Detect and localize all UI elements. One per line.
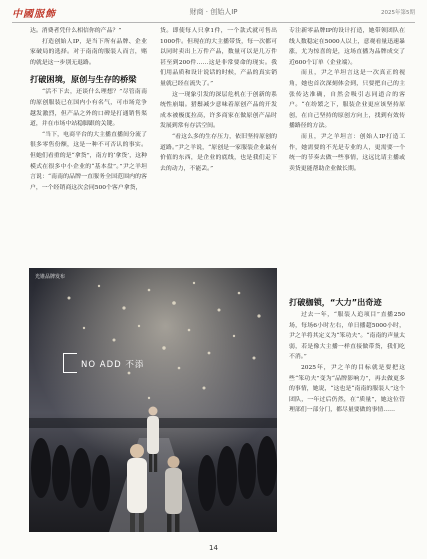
article-column-1 bbox=[30, 26, 147, 193]
paragraph: 过去一年，“服装人追项目”直播250场，每场6小时左右，单日播超5000小时，尹之羊将其定义为“笨功夫”。“南南的声量太弱，若是像大主播一样直接做带货，我们吃不消。” bbox=[289, 312, 405, 361]
paragraph: 而且，尹之羊坦言：创始人IP打造工作，她需要的不光是专业的人，更需要一个统一的节奏去做一些事情，这远比请主播或卖货更能帮助企业做长期。 bbox=[289, 133, 405, 172]
paragraph: 打造创始人IP，是当下所有品牌、企业家破局的选择。对于南南的服装人而言，赌的就是这一步别无退路。 bbox=[30, 38, 147, 66]
photo-caption: 光锥品牌发布 bbox=[35, 274, 66, 280]
page-header bbox=[0, 0, 427, 26]
paragraph: “看这么多的生存压力，依旧坚持原创的道路。”尹之羊说，“原创是一家服装企业最有价值的东西，是企业的底线，也是我们走下去的动力，不能丢。” bbox=[160, 133, 277, 172]
article-column-3 bbox=[289, 26, 405, 174]
fashion-show-photo bbox=[29, 268, 277, 532]
paragraph: 而且，尹之羊坦言这是一次真正的视角，她也首次深刻体会到，只要把自己的主张传达准确，自然会吸引志同道合的客户。“在纷繁之下，服装企业更应该坚持原创，在自己坚持的原创方向上，找到有效传播路径的方法。 bbox=[289, 70, 405, 130]
section-heading: 打破枷锁，“大力”出奇迹 bbox=[289, 297, 382, 307]
section-title: 财商 · 创始人IP bbox=[189, 8, 238, 16]
section-heading: 打破困境，原创与生存的桥梁 bbox=[30, 74, 137, 85]
header-divider bbox=[12, 22, 415, 23]
brand-logo-mark bbox=[63, 353, 77, 373]
paragraph: 2025年，尹之羊的目标就是要把这些“笨功夫”变为“品牌影响力”，再去做更多的事情，她说，“这也是“南南的服装人”这个团队，一年过后仍然，在“质量”，她这位管理部们一部分门，都尽量要做的事情…… bbox=[289, 364, 405, 414]
article-column-3-lower bbox=[289, 291, 405, 416]
paragraph: 这一现象引发的深层危机在于创新的系统性崩塌。猎鬃减少意味着原创产品的开发成本被极度拉高，许多商家在做原创产品时发展到常有存活空间。 bbox=[160, 91, 277, 130]
paragraph: 达。消费者凭什么相信你的产品？” bbox=[30, 28, 122, 34]
runway-scene-illustration bbox=[29, 268, 277, 532]
paragraph: 专注新零品牌IP的设计打造，她带领团队在线人数稳定在5000人以上，意观看量迅速暴涨，尤为惊喜的是，这场直播为品牌成交了近600个订单（企业端）。 bbox=[289, 28, 405, 66]
paragraph: 货。即使每人只拿1件，一个款式就可售出1000件。但现在的大主播带货，每一次都可以同时卖出上万件产品，数量可以是几万件甚至到200件……这是非常要命的现实。我们用品质和设计说话的时候，产品的真实销量就已经在流失了。” bbox=[160, 28, 277, 87]
paragraph: “当下，电商平台的大主播直播间分流了很多零售份额，这是一种不可否认的事实。但她们看重的是“拿货”，南方的‘拿货’，这种模式在很多中小企业的“基本盘”。”尹之羊坦言说：“南南的品牌一直服务全国范围内的客户，一个经销商这次会同500个客户拿货， bbox=[30, 131, 147, 191]
article-column-2 bbox=[160, 26, 277, 174]
magazine-logo: 中國服飾 bbox=[12, 9, 56, 20]
brand-watermark: NO ADD 不添 bbox=[81, 360, 145, 370]
paragraph: “活不下去，还谈什么理想？”尽管南南的原创服装已在国内小有名气，可市场竞争越发激烈，但产品之外的口碑是打通销售渠道，并在市场中站稳脚跟的关键。 bbox=[30, 89, 147, 128]
issue-number: 2025年第5期 bbox=[381, 10, 415, 16]
page-number: 14 bbox=[209, 544, 218, 552]
